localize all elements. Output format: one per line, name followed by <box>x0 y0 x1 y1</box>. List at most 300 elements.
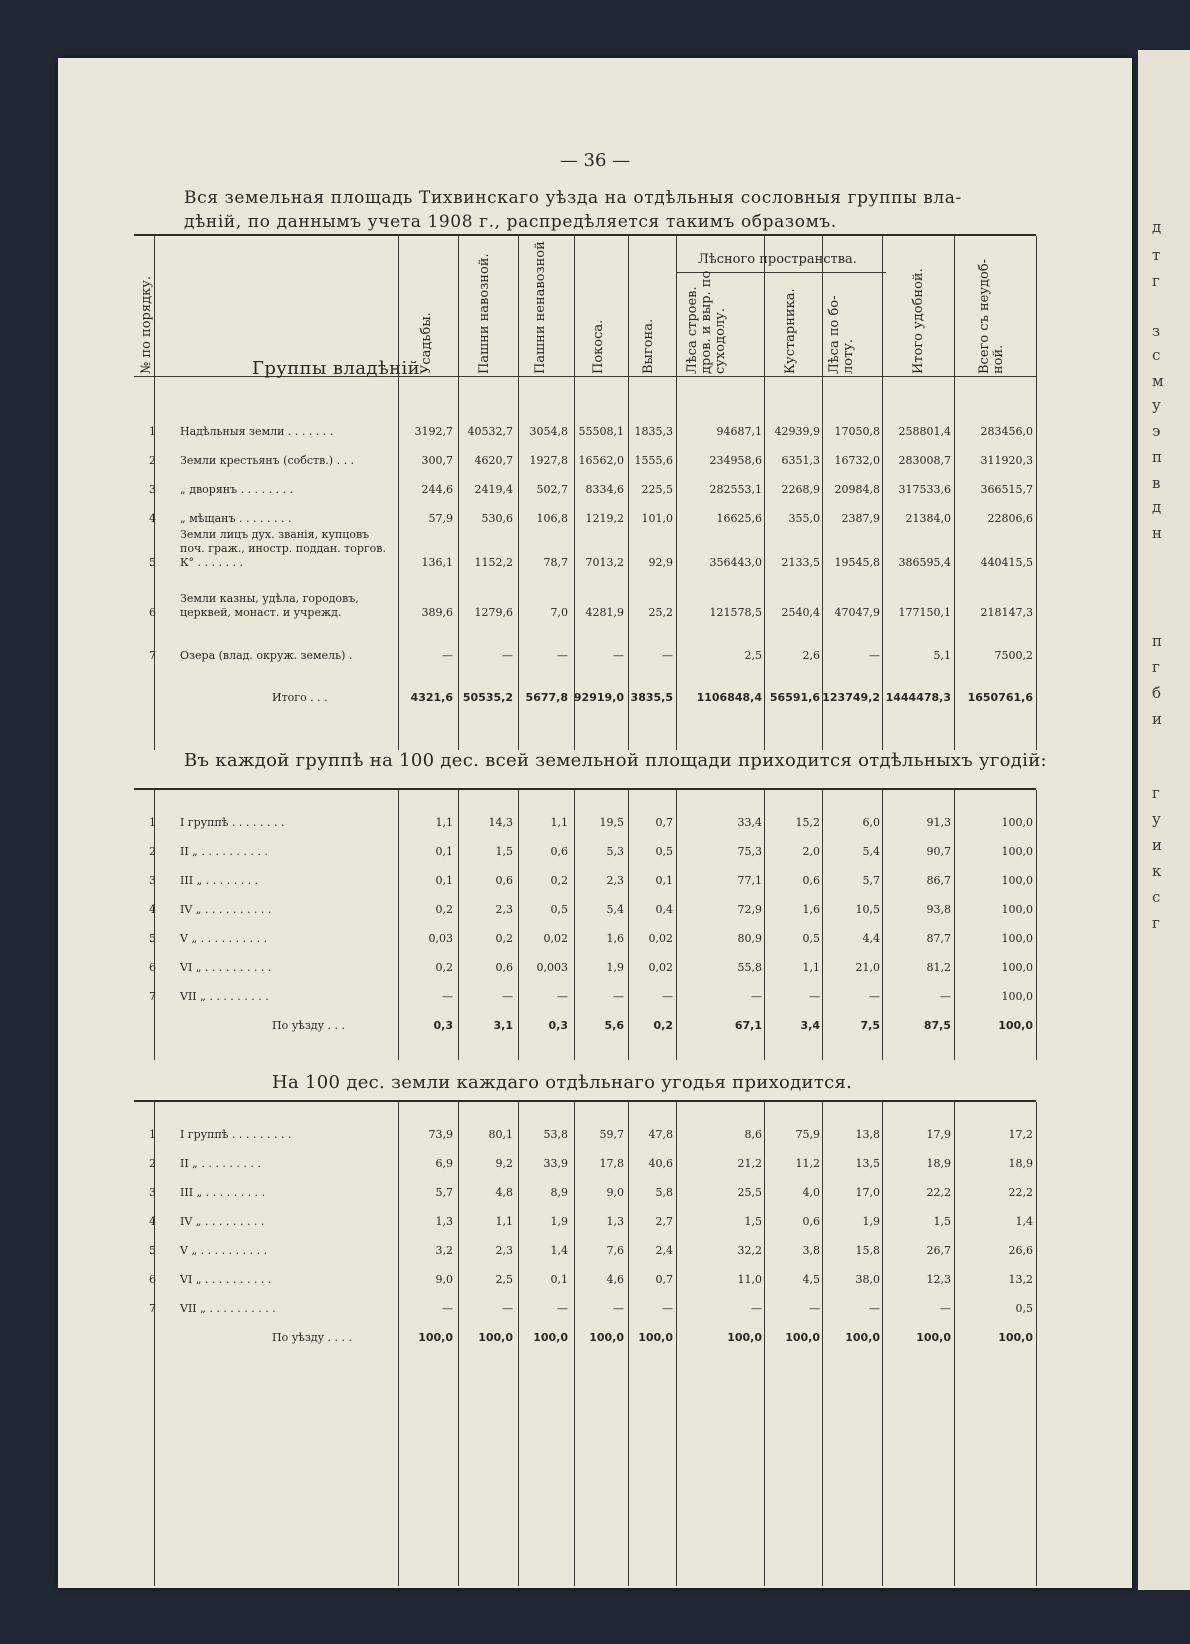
table-cell: 3054,8 <box>529 425 568 438</box>
table-cell: 4,4 <box>862 932 880 945</box>
table-cell: 1,6 <box>606 932 624 945</box>
table-cell: 4620,7 <box>474 454 513 467</box>
table-cell: 15,2 <box>795 816 820 829</box>
table-cell: — <box>869 649 880 662</box>
table-cell: 0,1 <box>655 874 673 887</box>
row-number: 2 <box>149 1157 156 1170</box>
table-cell: 386595,4 <box>898 556 951 569</box>
table-row <box>58 1302 1132 1326</box>
row-label: „ мѣщанъ . . . . . . . . <box>180 512 292 525</box>
total-cell: 1444478,3 <box>885 691 951 704</box>
row-label: V „ . . . . . . . . . . <box>180 1244 268 1257</box>
table-row <box>58 454 1132 478</box>
table-cell: 2133,5 <box>781 556 820 569</box>
adjacent-page-letter: э <box>1152 422 1161 440</box>
total-row <box>58 1019 1132 1043</box>
table-cell: 75,3 <box>737 845 762 858</box>
table-cell: 0,7 <box>655 1273 673 1286</box>
table-cell: 13,2 <box>1008 1273 1033 1286</box>
table-cell: 80,1 <box>488 1128 513 1141</box>
table-cell: 22,2 <box>926 1186 951 1199</box>
row-number: 1 <box>149 1128 156 1141</box>
table-cell: 75,9 <box>795 1128 820 1141</box>
row-label: I группѣ . . . . . . . . <box>180 816 285 829</box>
table-cell: 100,0 <box>1001 932 1033 945</box>
table-cell: 2,7 <box>655 1215 673 1228</box>
table-cell: 0,4 <box>655 903 673 916</box>
table-cell: 3,2 <box>435 1244 453 1257</box>
table-cell: 100,0 <box>1001 961 1033 974</box>
adjacent-page-letter: г <box>1152 272 1160 290</box>
table-cell: 2540,4 <box>781 606 820 619</box>
table-cell: 5,7 <box>862 874 880 887</box>
table-cell: 100,0 <box>1001 990 1033 1003</box>
total-label: По уѣзду . . . . <box>272 1331 353 1344</box>
table-cell: 32,2 <box>737 1244 762 1257</box>
table-cell: 1,6 <box>802 903 820 916</box>
adjacent-page-letter: с <box>1152 888 1161 906</box>
table-cell: 366515,7 <box>980 483 1033 496</box>
table-cell: 18,9 <box>926 1157 951 1170</box>
table-cell: — <box>613 1302 624 1315</box>
intro-line-2: дѣній, по даннымъ учета 1908 г., распредѣляется такимъ образомъ. <box>184 212 837 232</box>
total-cell: 100,0 <box>638 1331 673 1344</box>
total-cell: 5,6 <box>604 1019 624 1032</box>
table-cell: 5,4 <box>862 845 880 858</box>
table-top-rule <box>134 234 1036 236</box>
table-cell: 2419,4 <box>474 483 513 496</box>
table-cell: 81,2 <box>926 961 951 974</box>
table-cell: 0,7 <box>655 816 673 829</box>
table-cell: 106,8 <box>536 512 568 525</box>
adjacent-page-edge <box>1138 50 1190 1590</box>
table-cell: 55,8 <box>737 961 762 974</box>
header-pashni-navoz: Пашни навозной. <box>477 253 492 374</box>
total-cell: 50535,2 <box>462 691 513 704</box>
section2-rule <box>134 788 1036 790</box>
adjacent-page-letter: д <box>1152 218 1162 236</box>
table-cell: 13,8 <box>855 1128 880 1141</box>
table-cell: 0,02 <box>648 932 673 945</box>
page-number: — 36 — <box>559 150 631 171</box>
table-cell: — <box>662 649 673 662</box>
header-kustarnik: Кустарника. <box>783 288 798 374</box>
row-label: II „ . . . . . . . . . . <box>180 845 268 858</box>
table-cell: 1219,2 <box>585 512 624 525</box>
total-cell: 1650761,6 <box>967 691 1033 704</box>
row-number: 5 <box>149 556 156 569</box>
row-number: 2 <box>149 845 156 858</box>
table-cell: — <box>751 1302 762 1315</box>
row-number: 3 <box>149 874 156 887</box>
table-cell: 9,0 <box>606 1186 624 1199</box>
table-cell: 4,8 <box>495 1186 513 1199</box>
row-label: Земли крестьянъ (собств.) . . . <box>180 454 355 467</box>
total-cell: 100,0 <box>478 1331 513 1344</box>
table-cell: 17050,8 <box>834 425 880 438</box>
row-number: 7 <box>149 1302 156 1315</box>
row-number: 6 <box>149 1273 156 1286</box>
table-cell: 7500,2 <box>994 649 1033 662</box>
row-number: 4 <box>149 1215 156 1228</box>
table-cell: 0,1 <box>435 845 453 858</box>
table-cell: 18,9 <box>1008 1157 1033 1170</box>
total-cell: 100,0 <box>845 1331 880 1344</box>
header-pashni-nenavoz: Пашни ненавозной <box>533 241 548 374</box>
table-cell: 282553,1 <box>709 483 762 496</box>
table-cell: 40532,7 <box>467 425 513 438</box>
table-row <box>58 990 1132 1014</box>
table-cell: 59,7 <box>599 1128 624 1141</box>
total-cell: 3,1 <box>493 1019 513 1032</box>
table-cell: 1,4 <box>550 1244 568 1257</box>
table-row <box>58 649 1132 673</box>
table-row <box>58 592 1132 630</box>
table-cell: 258801,4 <box>898 425 951 438</box>
table-cell: — <box>869 1302 880 1315</box>
row-number: 3 <box>149 483 156 496</box>
table-cell: — <box>662 990 673 1003</box>
adjacent-page-letter: у <box>1152 396 1161 414</box>
table-cell: 317533,6 <box>898 483 951 496</box>
row-number: 7 <box>149 649 156 662</box>
table-cell: 234958,6 <box>709 454 762 467</box>
total-cell: 100,0 <box>998 1331 1033 1344</box>
table-cell: 21,0 <box>855 961 880 974</box>
table-cell: 100,0 <box>1001 903 1033 916</box>
table-cell: 100,0 <box>1001 816 1033 829</box>
total-cell: 100,0 <box>727 1331 762 1344</box>
table-cell: 1,9 <box>550 1215 568 1228</box>
table-cell: 218147,3 <box>980 606 1033 619</box>
total-row <box>58 691 1132 715</box>
row-label: Земли лицъ дух. званія, купцовъ поч. граж., иностр. поддан. торгов. К° . . . . . . . <box>180 528 386 569</box>
table-cell: 0,02 <box>543 932 568 945</box>
table-cell: 5,3 <box>606 845 624 858</box>
adjacent-page-letter: и <box>1152 836 1162 854</box>
table-cell: 1,5 <box>495 845 513 858</box>
table-cell: 78,7 <box>543 556 568 569</box>
adjacent-page-letter: п <box>1152 632 1162 650</box>
table-cell: 4,5 <box>802 1273 820 1286</box>
table-cell: 136,1 <box>421 556 453 569</box>
table-cell: 10,5 <box>855 903 880 916</box>
total-cell: 67,1 <box>734 1019 762 1032</box>
table-cell: 11,0 <box>737 1273 762 1286</box>
total-cell: 100,0 <box>533 1331 568 1344</box>
table-cell: 3,8 <box>802 1244 820 1257</box>
table-cell: 0,6 <box>802 1215 820 1228</box>
total-cell: 3,4 <box>800 1019 820 1032</box>
table-cell: 2,5 <box>744 649 762 662</box>
table-cell: 25,2 <box>648 606 673 619</box>
table-cell: 21384,0 <box>905 512 951 525</box>
table-cell: 19545,8 <box>834 556 880 569</box>
table-cell: 17,8 <box>599 1157 624 1170</box>
header-num: № по порядку. <box>139 276 154 374</box>
table-cell: — <box>809 990 820 1003</box>
row-number: 5 <box>149 1244 156 1257</box>
table-cell: — <box>442 649 453 662</box>
header-forest: Лѣсного пространства. <box>698 252 857 267</box>
total-cell: 100,0 <box>785 1331 820 1344</box>
table-cell: 16562,0 <box>578 454 624 467</box>
table-cell: 4,0 <box>802 1186 820 1199</box>
table-cell: 283008,7 <box>898 454 951 467</box>
table-cell: 38,0 <box>855 1273 880 1286</box>
row-label: II „ . . . . . . . . . <box>180 1157 261 1170</box>
table-cell: 225,5 <box>641 483 673 496</box>
table-cell: 6,9 <box>435 1157 453 1170</box>
table-cell: 502,7 <box>536 483 568 496</box>
table-cell: 2,3 <box>495 903 513 916</box>
table-cell: 0,2 <box>435 961 453 974</box>
table-cell: 0,6 <box>495 961 513 974</box>
table-cell: 0,6 <box>550 845 568 858</box>
total-label: По уѣзду . . . <box>272 1019 346 1032</box>
table-cell: 2,0 <box>802 845 820 858</box>
document-page <box>58 58 1132 1588</box>
table-cell: 4281,9 <box>585 606 624 619</box>
table-row <box>58 528 1132 580</box>
table-cell: 17,2 <box>1008 1128 1033 1141</box>
table-cell: 3192,7 <box>414 425 453 438</box>
table-cell: 9,2 <box>495 1157 513 1170</box>
header-usadby: Усадьбы. <box>419 312 434 374</box>
header-forest-dry: Лѣса строев. дров. и выр. по суходолу. <box>685 270 728 374</box>
table-cell: — <box>940 1302 951 1315</box>
adjacent-page-letter: у <box>1152 810 1161 828</box>
adjacent-page-letter: п <box>1152 448 1162 466</box>
table-cell: 13,5 <box>855 1157 880 1170</box>
table-cell: 1,1 <box>435 816 453 829</box>
adjacent-page-letter: д <box>1152 498 1162 516</box>
header-vsego: Всего съ неудоб- ной. <box>977 258 1006 374</box>
row-label: Надѣльныя земли . . . . . . . <box>180 425 334 438</box>
total-cell: 100,0 <box>916 1331 951 1344</box>
table-cell: 2,4 <box>655 1244 673 1257</box>
table-cell: 8,6 <box>744 1128 762 1141</box>
adjacent-page-letter: н <box>1152 524 1162 542</box>
table-cell: 5,1 <box>933 649 951 662</box>
row-number: 7 <box>149 990 156 1003</box>
table-cell: 440415,5 <box>980 556 1033 569</box>
table-cell: 100,0 <box>1001 874 1033 887</box>
adjacent-page-letter: м <box>1152 372 1164 390</box>
intro-line-1: Вся земельная площадь Тихвинскаго уѣзда на отдѣльныя сословныя группы вла- <box>184 188 962 208</box>
table-cell: — <box>442 990 453 1003</box>
total-cell: 0,3 <box>548 1019 568 1032</box>
table-cell: 42939,9 <box>774 425 820 438</box>
table-cell: 0,003 <box>536 961 568 974</box>
row-label: Озера (влад. окруж. земель) . <box>180 649 353 662</box>
table-row <box>58 483 1132 507</box>
table-cell: 1,4 <box>1015 1215 1033 1228</box>
table-cell: 0,5 <box>1015 1302 1033 1315</box>
header-forest-swamp: Лѣса по бо- лоту. <box>827 295 856 374</box>
table-cell: 244,6 <box>421 483 453 496</box>
table-cell: 0,5 <box>655 845 673 858</box>
table-cell: 26,7 <box>926 1244 951 1257</box>
header-pokosa: Покоса. <box>591 319 606 374</box>
table-cell: 283456,0 <box>980 425 1033 438</box>
table-cell: 92,9 <box>648 556 673 569</box>
total-label: Итого . . . <box>272 691 328 704</box>
adjacent-page-letter: г <box>1152 784 1160 802</box>
table-cell: 6351,3 <box>781 454 820 467</box>
table-cell: 14,3 <box>488 816 513 829</box>
row-number: 3 <box>149 1186 156 1199</box>
row-label: „ дворянъ . . . . . . . . <box>180 483 294 496</box>
row-label: Земли казны, удѣла, городовъ, церквей, монаст. и учрежд. <box>180 592 359 619</box>
row-number: 4 <box>149 512 156 525</box>
table-cell: 530,6 <box>481 512 513 525</box>
table-cell: 300,7 <box>421 454 453 467</box>
table-cell: 4,6 <box>606 1273 624 1286</box>
row-label: III „ . . . . . . . . . <box>180 1186 266 1199</box>
total-cell: 92919,0 <box>573 691 624 704</box>
table-cell: 86,7 <box>926 874 951 887</box>
total-cell: 123749,2 <box>822 691 880 704</box>
table-cell: 7,0 <box>550 606 568 619</box>
table-cell: 389,6 <box>421 606 453 619</box>
table-cell: 1,1 <box>495 1215 513 1228</box>
total-cell: 7,5 <box>860 1019 880 1032</box>
table-cell: 47047,9 <box>834 606 880 619</box>
table-cell: 177150,1 <box>898 606 951 619</box>
table-cell: 355,0 <box>788 512 820 525</box>
table-row <box>58 1244 1132 1268</box>
table-row <box>58 1128 1132 1152</box>
table-cell: — <box>442 1302 453 1315</box>
row-label: VII „ . . . . . . . . . <box>180 990 269 1003</box>
table-cell: 47,8 <box>648 1128 673 1141</box>
total-cell: 1106848,4 <box>696 691 762 704</box>
table-row <box>58 1215 1132 1239</box>
row-label: VII „ . . . . . . . . . . <box>180 1302 276 1315</box>
total-cell: 0,2 <box>653 1019 673 1032</box>
table-cell: 8334,6 <box>585 483 624 496</box>
table-cell: 26,6 <box>1008 1244 1033 1257</box>
table-cell: 1,1 <box>802 961 820 974</box>
table-cell: 21,2 <box>737 1157 762 1170</box>
table-cell: 0,2 <box>435 903 453 916</box>
total-cell: 0,3 <box>433 1019 453 1032</box>
table-cell: 72,9 <box>737 903 762 916</box>
table-cell: 1555,6 <box>634 454 673 467</box>
adjacent-page-letter: т <box>1152 246 1161 264</box>
table-row <box>58 1157 1132 1181</box>
table-cell: 7,6 <box>606 1244 624 1257</box>
row-number: 6 <box>149 961 156 974</box>
table-cell: — <box>940 990 951 1003</box>
table-cell: 0,1 <box>550 1273 568 1286</box>
table-cell: — <box>613 990 624 1003</box>
section2-title: Въ каждой группѣ на 100 дес. всей земельной площади приходится отдѣльныхъ угодій: <box>184 750 1047 771</box>
total-cell: 56591,6 <box>769 691 820 704</box>
adjacent-page-letter: с <box>1152 346 1161 364</box>
table-cell: — <box>809 1302 820 1315</box>
row-number: 2 <box>149 454 156 467</box>
table-cell: 2,3 <box>606 874 624 887</box>
table-cell: — <box>502 990 513 1003</box>
row-label: IV „ . . . . . . . . . <box>180 1215 265 1228</box>
table-cell: 8,9 <box>550 1186 568 1199</box>
table-cell: 0,6 <box>495 874 513 887</box>
table-cell: — <box>751 990 762 1003</box>
total-cell: 100,0 <box>589 1331 624 1344</box>
table-cell: 17,9 <box>926 1128 951 1141</box>
table-cell: 1,9 <box>862 1215 880 1228</box>
table-cell: 0,5 <box>802 932 820 945</box>
table-cell: 55508,1 <box>578 425 624 438</box>
table-cell: 91,3 <box>926 816 951 829</box>
table-cell: 25,5 <box>737 1186 762 1199</box>
section3-title: На 100 дес. земли каждаго отдѣльнаго угодья приходится. <box>272 1072 853 1093</box>
table-row <box>58 874 1132 898</box>
table-cell: — <box>557 1302 568 1315</box>
table-cell: 33,9 <box>543 1157 568 1170</box>
table-cell: 7013,2 <box>585 556 624 569</box>
table-row <box>58 932 1132 956</box>
total-row <box>58 1331 1132 1355</box>
table-cell: 22806,6 <box>987 512 1033 525</box>
table-cell: 2387,9 <box>841 512 880 525</box>
section3-rule <box>134 1100 1036 1102</box>
table-cell: 0,5 <box>550 903 568 916</box>
total-cell: 100,0 <box>998 1019 1033 1032</box>
row-label: V „ . . . . . . . . . . <box>180 932 268 945</box>
total-cell: 3835,5 <box>630 691 673 704</box>
table-cell: 1927,8 <box>529 454 568 467</box>
table-cell: 1,3 <box>606 1215 624 1228</box>
table-cell: 0,2 <box>550 874 568 887</box>
table-cell: 1,9 <box>606 961 624 974</box>
adjacent-page-letter: г <box>1152 914 1160 932</box>
table-cell: 6,0 <box>862 816 880 829</box>
header-itogo: Итого удобной. <box>911 268 926 374</box>
table-cell: 1152,2 <box>474 556 513 569</box>
header-groups: Группы владѣній <box>252 358 421 379</box>
table-cell: 100,0 <box>1001 845 1033 858</box>
adjacent-page-letter: б <box>1152 684 1162 702</box>
table-cell: 0,2 <box>495 932 513 945</box>
table-cell: — <box>557 649 568 662</box>
table-row <box>58 845 1132 869</box>
table-cell: 94687,1 <box>716 425 762 438</box>
table-cell: 5,7 <box>435 1186 453 1199</box>
table-cell: — <box>502 1302 513 1315</box>
table-cell: 0,02 <box>648 961 673 974</box>
table-cell: 0,6 <box>802 874 820 887</box>
table-cell: 101,0 <box>641 512 673 525</box>
table-cell: 5,4 <box>606 903 624 916</box>
table-row <box>58 425 1132 449</box>
adjacent-page-letter: в <box>1152 474 1161 492</box>
table-cell: 53,8 <box>543 1128 568 1141</box>
table-cell: 1,3 <box>435 1215 453 1228</box>
table-cell: — <box>502 649 513 662</box>
table-row <box>58 1186 1132 1210</box>
table-cell: 1,5 <box>744 1215 762 1228</box>
header-vygona: Выгона. <box>641 318 656 374</box>
row-label: IV „ . . . . . . . . . . <box>180 903 272 916</box>
table-cell: 1,1 <box>550 816 568 829</box>
table-cell: 93,8 <box>926 903 951 916</box>
table-cell: 12,3 <box>926 1273 951 1286</box>
table-cell: 0,1 <box>435 874 453 887</box>
table-cell: 2268,9 <box>781 483 820 496</box>
